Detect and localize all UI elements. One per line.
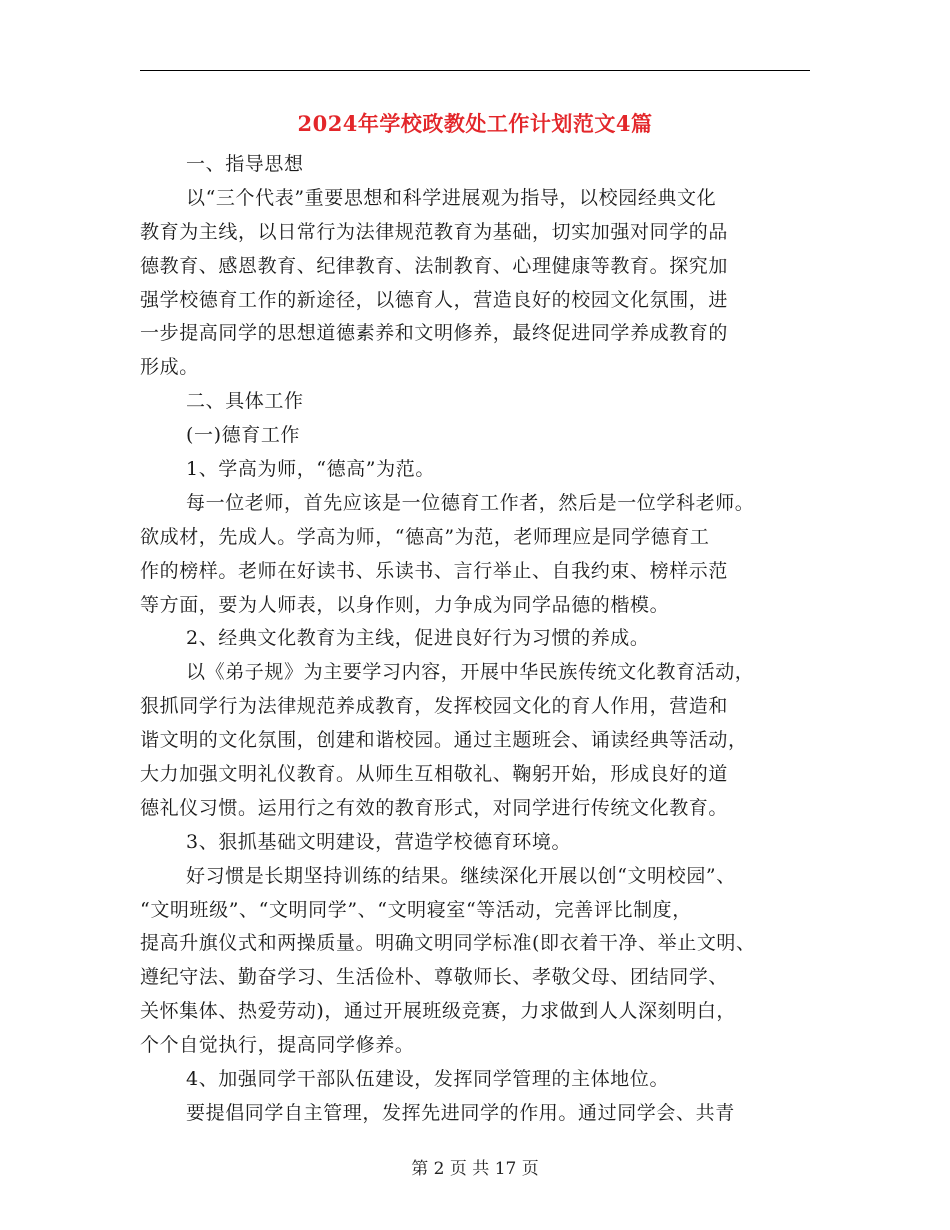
body-line: 以“三个代表”重要思想和科学进展观为指导，以校园经典文化: [186, 186, 717, 209]
body-line: (一)德育工作: [186, 424, 301, 447]
body-line: 要提倡同学自主管理，发挥先进同学的作用。通过同学会、共青: [186, 1101, 735, 1124]
body-line: 4、加强同学干部队伍建设，发挥同学管理的主体地位。: [186, 1068, 670, 1091]
body-line: 以《弟子规》为主要学习内容，开展中华民族传统文化教育活动，: [186, 661, 755, 684]
header-rule: [140, 70, 810, 71]
body-line: 3、狠抓基础文明建设，营造学校德育环境。: [186, 830, 572, 853]
body-line: 欲成材，先成人。学高为师，“德高”为范，老师理应是同学德育工: [140, 525, 710, 548]
body-line: 遵纪守法、勤奋学习、生活俭朴、尊敬师长、孝敬父母、团结同学、: [140, 966, 729, 989]
document-body: [140, 148, 820, 1131]
body-line: 提高升旗仪式和两操质量。明确文明同学标准(即衣着干净、举止文明、: [140, 932, 756, 955]
document-title: 2024年学校政教处工作计划范文4篇: [297, 111, 653, 136]
body-line: 1、学高为师，“德高”为范。: [186, 458, 435, 481]
body-line: 好习惯是长期坚持训练的结果。继续深化开展以创“文明校园”、: [186, 864, 736, 887]
body-line: 强学校德育工作的新途径，以德育人，营造良好的校园文化氛围，进: [140, 288, 729, 311]
body-line: 一、指导思想: [186, 153, 304, 175]
body-line: 一步提高同学的思想道德素养和文明修养，最终促进同学养成教育的: [140, 322, 729, 345]
body-line: 形成。: [140, 356, 199, 379]
body-line: 德教育、感恩教育、纪律教育、法制教育、心理健康等教育。探究加: [140, 254, 729, 277]
body-line: 教育为主线，以日常行为法律规范教育为基础，切实加强对同学的品: [140, 220, 729, 243]
body-line: 关怀集体、热爱劳动)，通过开展班级竞赛，力求做到人人深刻明白，: [140, 1000, 737, 1023]
body-line: 德礼仪习惯。运用行之有效的教育形式，对同学进行传统文化教育。: [140, 796, 729, 819]
page-number-footer: 第 2 页 共 17 页: [411, 1159, 539, 1179]
body-line: 2、经典文化教育为主线，促进良好行为习惯的养成。: [186, 627, 650, 650]
body-line: “文明班级”、“文明同学”、“文明寝室“等活动，完善评比制度，: [140, 898, 692, 921]
body-line: 谐文明的文化氛围，创建和谐校园。通过主题班会、诵读经典等活动，: [140, 729, 748, 752]
body-line: 作的榜样。老师在好读书、乐读书、言行举止、自我约束、榜样示范: [140, 559, 729, 582]
body-line: 二、具体工作: [186, 390, 304, 413]
body-line: 个个自觉执行，提高同学修养。: [140, 1034, 415, 1057]
body-line: 每一位老师，首先应该是一位德育工作者，然后是一位学科老师。: [186, 491, 755, 514]
body-line: 等方面，要为人师表，以身作则，力争成为同学品德的楷模。: [140, 593, 670, 616]
body-line: 狠抓同学行为法律规范养成教育，发挥校园文化的育人作用，营造和: [140, 695, 729, 718]
body-line: 大力加强文明礼仪教育。从师生互相敬礼、鞠躬开始，形成良好的道: [140, 763, 729, 786]
